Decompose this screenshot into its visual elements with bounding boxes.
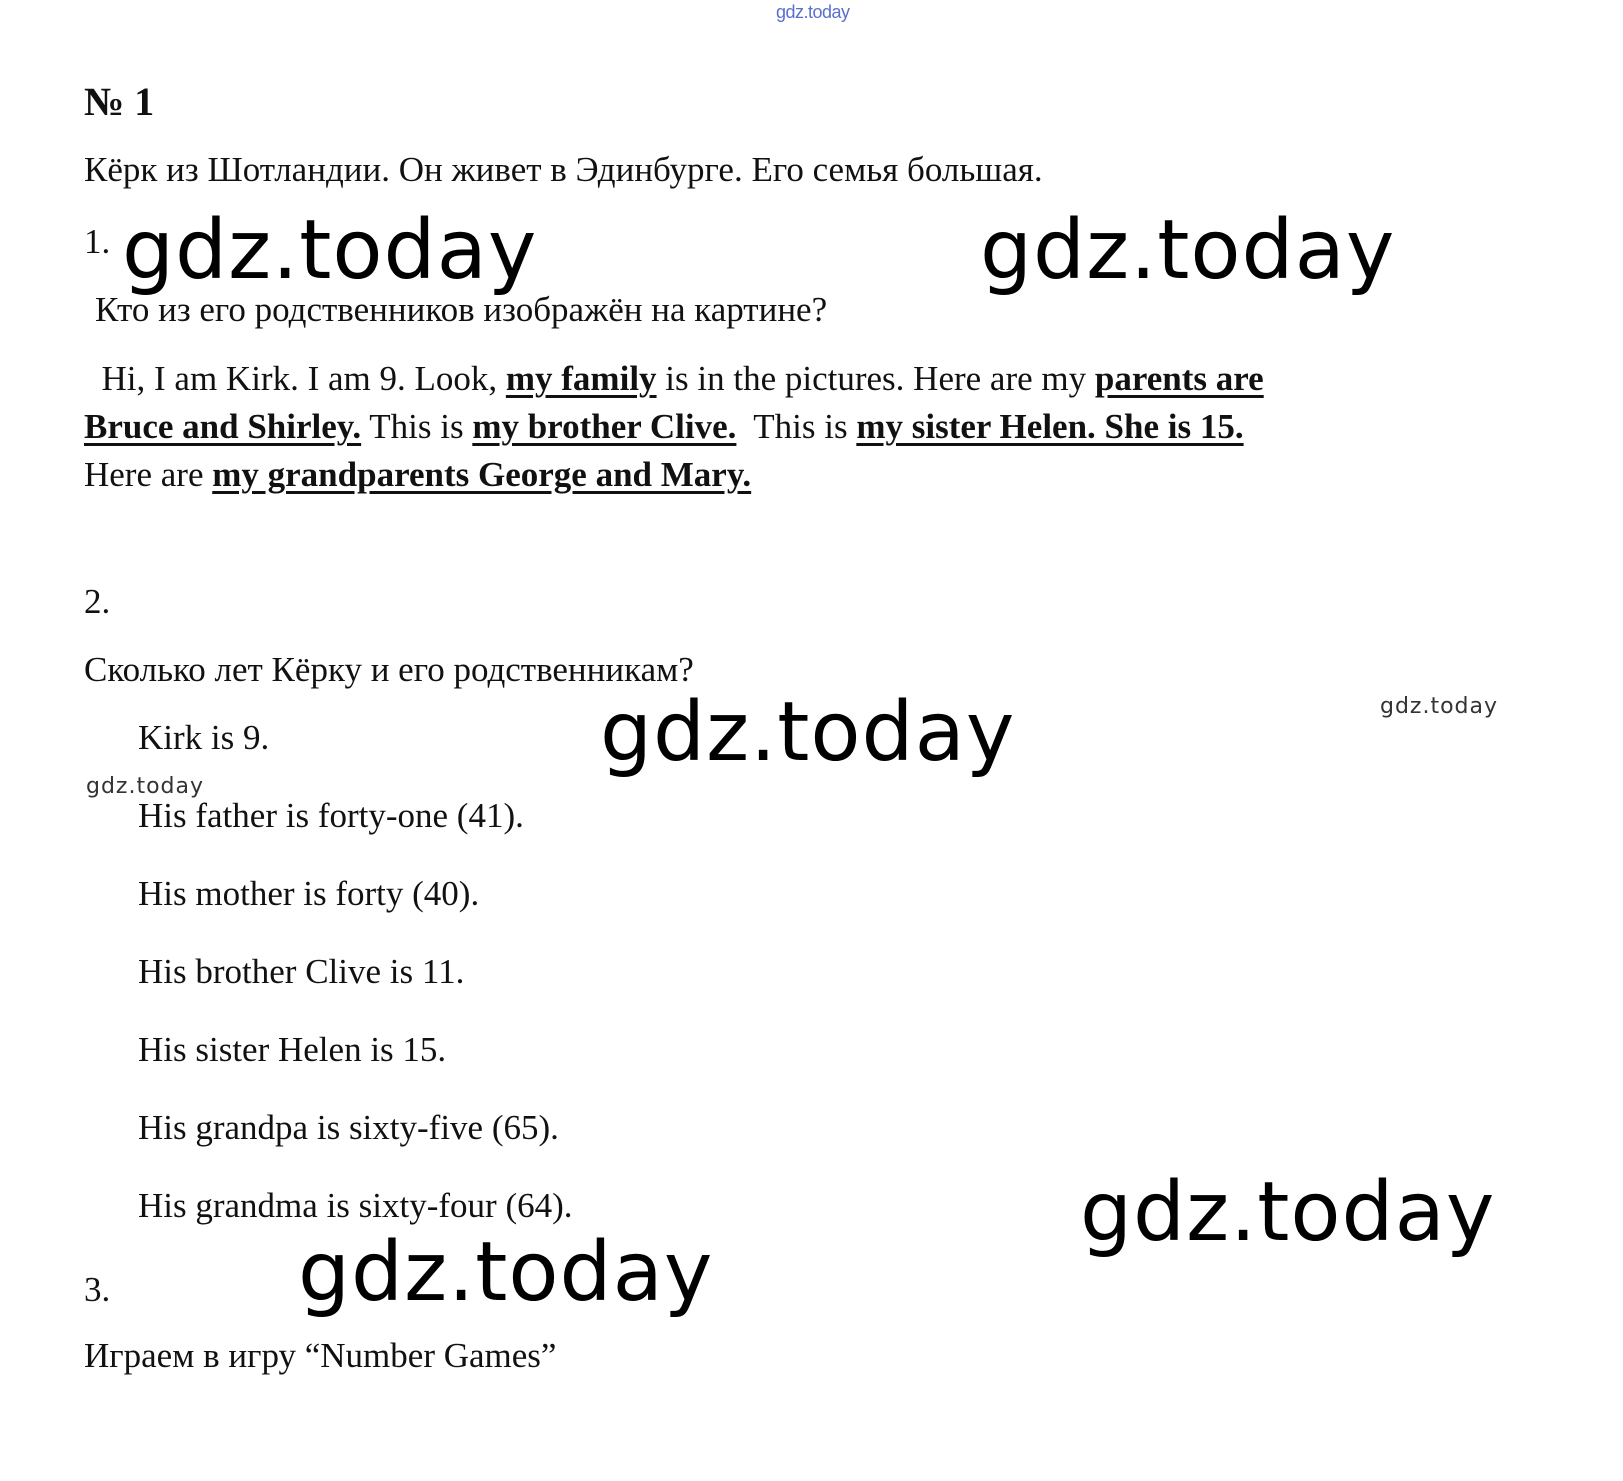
answer-underlined: my sister Helen. She is 15. — [856, 407, 1244, 446]
answer-underlined: Bruce and Shirley. — [84, 407, 362, 446]
watermark-2: gdz.today — [980, 203, 1396, 298]
answer-underlined: my grandparents George and Mary. — [212, 455, 752, 494]
answer-underlined: parents are — [1094, 359, 1264, 398]
answer-line: His mother is forty (40). — [138, 874, 480, 913]
answer-line: His brother Clive is 11. — [138, 952, 465, 991]
section-1-paragraph — [84, 355, 1524, 499]
watermark-1: gdz.today — [122, 203, 538, 298]
answer-line: Kirk is 9. — [138, 718, 270, 757]
answer-line: His grandpa is sixty-five (65). — [138, 1108, 559, 1147]
paragraph-text: Here are — [84, 455, 213, 494]
section-3-question: Играем в игру “Number Games” — [84, 1336, 557, 1375]
exercise-heading: № 1 — [84, 79, 155, 124]
paragraph-text: Hi, I am Kirk. I am 9. Look, — [101, 359, 506, 398]
watermark-small-2: gdz.today — [86, 774, 205, 799]
paragraph-line-3 — [84, 451, 1524, 499]
answer-underlined: my brother Clive. — [472, 407, 737, 446]
watermark-4: gdz.today — [1080, 1165, 1496, 1260]
watermark-small-1: gdz.today — [1380, 694, 1499, 719]
answer-line: His father is forty-one (41). — [138, 796, 524, 835]
answer-underlined: my family — [505, 359, 657, 398]
section-1-question: Кто из его родственников изображён на картине? — [95, 290, 828, 329]
answer-line: His sister Helen is 15. — [138, 1030, 447, 1069]
watermark-5: gdz.today — [298, 1225, 714, 1320]
section-2-number: 2. — [84, 582, 111, 621]
section-3-number: 3. — [84, 1270, 111, 1309]
paragraph-text: is in the pictures. Here are my — [656, 359, 1095, 398]
paragraph-line-1 — [84, 355, 1524, 403]
top-watermark: gdz.today — [776, 2, 850, 22]
paragraph-line-2 — [84, 403, 1524, 451]
paragraph-text: This is — [736, 407, 857, 446]
section-1-number: 1. — [84, 222, 111, 261]
intro-text: Кёрк из Шотландии. Он живет в Эдинбурге. Его семья большая. — [84, 150, 1043, 189]
paragraph-text: This is — [361, 407, 473, 446]
answer-line: His grandma is sixty-four (64). — [138, 1186, 573, 1225]
section-2-question: Сколько лет Кёрку и его родственникам? — [84, 650, 694, 689]
watermark-3: gdz.today — [600, 685, 1016, 780]
